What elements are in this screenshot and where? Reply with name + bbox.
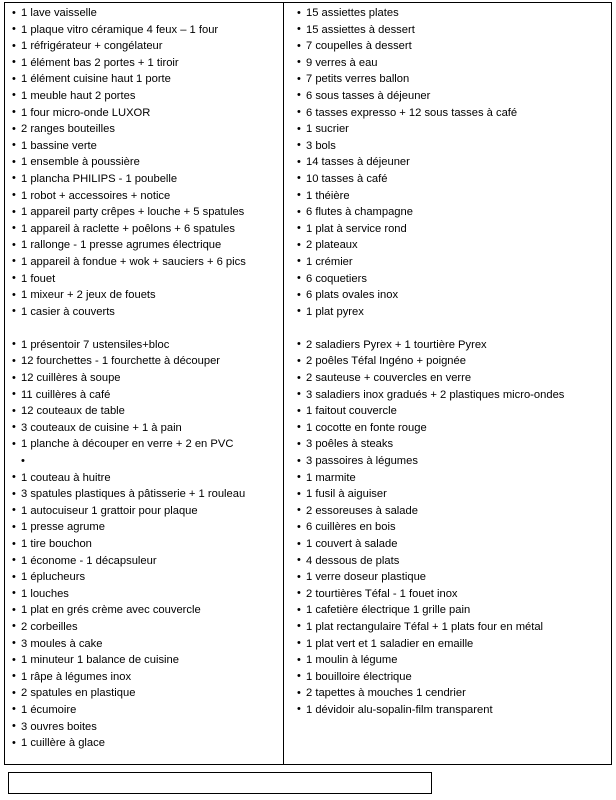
list-item: • 1 plat en grés crème avec couvercle (12, 602, 277, 619)
list-item: • 1 sucrier (297, 121, 606, 138)
list-item: • 1 meuble haut 2 portes (12, 88, 277, 105)
list-item: • 1 marmite (297, 470, 606, 487)
list-item: • 2 tourtières Téfal - 1 fouet inox (297, 586, 606, 603)
list-item: • 1 élément cuisine haut 1 porte (12, 71, 277, 88)
list-item: • 1 râpe à légumes inox (12, 669, 277, 686)
list-item: • 7 coupelles à dessert (297, 38, 606, 55)
footer-signature-box (8, 772, 432, 794)
list-item: • 1 cuillère à glace (12, 735, 277, 752)
list-item: • 1 éplucheurs (12, 569, 277, 586)
list-item: • 1 louches (12, 586, 277, 603)
list-item: • 12 cuillères à soupe (12, 370, 277, 387)
list-item: • 3 passoires à légumes (297, 453, 606, 470)
list-item: • 1 faitout couvercle (297, 403, 606, 420)
list-item: • 15 assiettes plates (297, 5, 606, 22)
list-item: • 1 casier à couverts (12, 304, 277, 321)
list-item: • 1 dévidoir alu-sopalin-film transparent (297, 702, 606, 719)
list-item: • 1 moulin à légume (297, 652, 606, 669)
list-item: • 1 tire bouchon (12, 536, 277, 553)
list-spacer (12, 320, 277, 337)
list-item: • 1 presse agrume (12, 519, 277, 536)
list-item: • 1 autocuiseur 1 grattoir pour plaque (12, 503, 277, 520)
list-item: • 10 tasses à café (297, 171, 606, 188)
right-column-list (297, 5, 606, 719)
list-item: • 1 présentoir 7 ustensiles+bloc (12, 337, 277, 354)
list-item: • 2 ranges bouteilles (12, 121, 277, 138)
list-item: • 6 plats ovales inox (297, 287, 606, 304)
list-item: • 7 petits verres ballon (297, 71, 606, 88)
list-item: • 1 rallonge - 1 presse agrumes électrique (12, 237, 277, 254)
list-item: • 1 planche à découper en verre + 2 en PVC (12, 436, 277, 453)
list-item: • 4 dessous de plats (297, 553, 606, 570)
left-column (4, 2, 283, 765)
list-item: • 1 bassine verte (12, 138, 277, 155)
list-item: • 1 cocotte en fonte rouge (297, 420, 606, 437)
list-item: • 3 saladiers inox gradués + 2 plastiques micro-ondes (297, 387, 606, 404)
list-item: • 6 flutes à champagne (297, 204, 606, 221)
list-item: • 2 essoreuses à salade (297, 503, 606, 520)
list-item: • 3 poêles à steaks (297, 436, 606, 453)
list-item: • 1 lave vaisselle (12, 5, 277, 22)
list-item: • 1 économe - 1 décapsuleur (12, 553, 277, 570)
list-item: • 1 écumoire (12, 702, 277, 719)
inventory-columns (4, 2, 612, 765)
list-item: • 2 saladiers Pyrex + 1 tourtière Pyrex (297, 337, 606, 354)
list-item: • 1 couvert à salade (297, 536, 606, 553)
list-item: • 6 coquetiers (297, 271, 606, 288)
list-item: • 1 plat à service rond (297, 221, 606, 238)
list-item: • 2 spatules en plastique (12, 685, 277, 702)
list-item: • 1 réfrigérateur + congélateur (12, 38, 277, 55)
list-item: • 2 sauteuse + couvercles en verre (297, 370, 606, 387)
list-item: • 3 couteaux de cuisine + 1 à pain (12, 420, 277, 437)
list-item: • 1 mixeur + 2 jeux de fouets (12, 287, 277, 304)
list-item: • 1 appareil à raclette + poêlons + 6 spatules (12, 221, 277, 238)
list-item: • 1 plancha PHILIPS - 1 poubelle (12, 171, 277, 188)
list-item: • 6 tasses expresso + 12 sous tasses à café (297, 105, 606, 122)
list-item: • 1 fusil à aiguiser (297, 486, 606, 503)
list-item: • 1 appareil à fondue + wok + sauciers + 6 pics (12, 254, 277, 271)
left-column-list (12, 5, 277, 752)
list-item: • 1 fouet (12, 271, 277, 288)
list-item: • 1 ensemble à poussière (12, 154, 277, 171)
list-item: • 14 tasses à déjeuner (297, 154, 606, 171)
list-item: • 2 plateaux (297, 237, 606, 254)
list-item: • 3 bols (297, 138, 606, 155)
list-item: • 3 spatules plastiques à pâtisserie + 1 rouleau (12, 486, 277, 503)
list-item: • 9 verres à eau (297, 55, 606, 72)
list-item-bullet-only: • (21, 455, 25, 468)
list-item: • 1 minuteur 1 balance de cuisine (12, 652, 277, 669)
list-item: • 1 plat rectangulaire Téfal + 1 plats four en métal (297, 619, 606, 636)
list-item: • 1 plaque vitro céramique 4 feux – 1 four (12, 22, 277, 39)
list-spacer (297, 320, 606, 337)
list-item: • 1 cafetière électrique 1 grille pain (297, 602, 606, 619)
list-item: • 1 couteau à huitre (12, 470, 277, 487)
list-item: • 1 plat vert et 1 saladier en emaille (297, 636, 606, 653)
list-item: • 1 four micro-onde LUXOR (12, 105, 277, 122)
list-item: • 12 couteaux de table (12, 403, 277, 420)
list-item: • 1 élément bas 2 portes + 1 tiroir (12, 55, 277, 72)
list-item: • 2 corbeilles (12, 619, 277, 636)
list-item: • 1 plat pyrex (297, 304, 606, 321)
right-column (283, 2, 612, 765)
list-item: • 3 ouvres boites (12, 719, 277, 736)
list-item: • 1 théière (297, 188, 606, 205)
list-item: • 12 fourchettes - 1 fourchette à découper (12, 353, 277, 370)
list-item: • 11 cuillères à café (12, 387, 277, 404)
list-item: • 1 verre doseur plastique (297, 569, 606, 586)
list-item: • 2 tapettes à mouches 1 cendrier (297, 685, 606, 702)
list-item: • 1 bouilloire électrique (297, 669, 606, 686)
list-item: • 6 sous tasses à déjeuner (297, 88, 606, 105)
list-item: • 2 poêles Téfal Ingéno + poignée (297, 353, 606, 370)
list-item: • 1 robot + accessoires + notice (12, 188, 277, 205)
list-item: • 6 cuillères en bois (297, 519, 606, 536)
list-item: • 1 appareil party crêpes + louche + 5 spatules (12, 204, 277, 221)
list-item: • 3 moules à cake (12, 636, 277, 653)
list-item: • 1 crémier (297, 254, 606, 271)
list-item: • 15 assiettes à dessert (297, 22, 606, 39)
